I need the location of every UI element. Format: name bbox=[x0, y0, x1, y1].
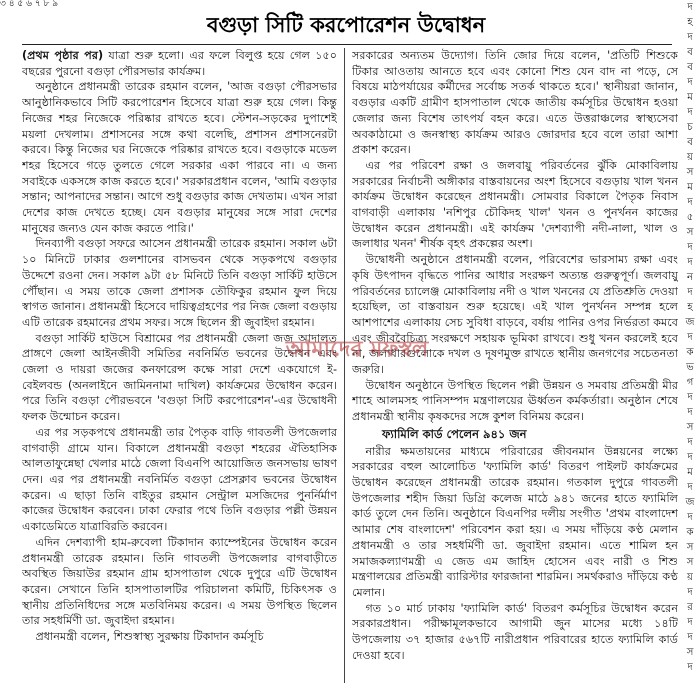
edge-letter: ক bbox=[686, 527, 694, 538]
edge-letter: ন bbox=[687, 272, 693, 283]
paragraph-7: প্রধানমন্ত্রী বলেন, শিশুস্বাস্থ্য সুরক্ষায় টিকাদান কর্মসূচি bbox=[35, 630, 264, 644]
paragraph-6: এদিন দেশব্যাপী হাম-রুবেলা টিকাদান ক্যাম্পেইনের উদ্বোধন করেন প্রধানমন্ত্রী তারেক রহমান। তিনি গাবতলী উপজেলার বাগবাড়ীতে অবস্থিত জিয়াউর রহমান গ্রাম হাসপাতাল থেকে দুপুরে এটি উদ্বোধন করেন। সেখানে তিনি হাসপাতালটির পরিচালনা কমিটি, চিকিৎসক ও স্থানীয় প্রতিনিধিদের সঙ্গে মতবিনিময় করেন। এ সময় উপস্থিত ছিলেন তার সহধর্মিণী ডা. জুবাইদা রহমান। bbox=[22, 535, 337, 628]
paragraph-1 bbox=[22, 48, 337, 79]
edge-letter: ম bbox=[687, 467, 693, 478]
edge-letter: দ bbox=[687, 242, 693, 253]
edge-letter: দ bbox=[687, 197, 693, 208]
edge-letter: ভ bbox=[686, 362, 694, 373]
edge-letter: দ bbox=[687, 482, 693, 493]
paragraph-4: বগুড়া সার্কিট হাউসে বিশ্রামের পর প্রধানমন্ত্রী জেলা জজ আদালত প্রাঙ্গণে জেলা আইনজীবী সমিতির নবনির্মিত ভবনের উদ্বোধন এবং জেলা ও দায়রা জজের কনফারেন্স কক্ষে সারা দেশে একযোগে ই-বেইলবন্ড (অনলাইনে জামিননামা দাখিল) কার্যক্রমের উদ্বোধন করেন। পরে তিনি বগুড়া পৌরভবনে 'বগুড়া সিটি করপোরেশন'-এর উদ্বোধনী ফলক উন্মোচন করেন। bbox=[22, 331, 337, 424]
edge-letter: হ bbox=[687, 302, 693, 313]
paragraph-9: এর পর পরিবেশ রক্ষা ও জলবায়ু পরিবর্তনের ঝুঁকি মোকাবিলায় সরকারের নির্বাচনী অঙ্গীকার বাস্তবায়নের অংশ হিসেবে বগুড়ায় খাল খনন কার্যক্রম উদ্বোধন করেছেন প্রধানমন্ত্রী। সোমবার বিকালে পৈতৃক নিবাস বাগবাড়ী এলাকায় 'নশিপুর চৌকিদহ খাল' খনন ও পুনর্খনন কাজের উদ্বোধন করেন প্রধানমন্ত্রী। এই কার্যক্রম 'দেশব্যাপী নদী-নালা, খাল ও জলাধার খনন' শীর্ষক বৃহৎ প্রকল্পের অংশ। bbox=[352, 158, 678, 251]
edge-letter: দ bbox=[687, 512, 693, 523]
edge-letter: ব bbox=[687, 137, 693, 148]
watermark-logo: আমাদের মফস্বল bbox=[285, 337, 429, 362]
paragraph-10: উদ্বোধনী অনুষ্ঠানে প্রধানমন্ত্রী বলেন, পরিবেশের ভারসাম্য রক্ষা এবং কৃষি উৎপাদন বৃদ্ধিতে পানির আধার সংরক্ষণ অত্যন্ত গুরুত্বপূর্ণ। জলবায়ু পরিবর্তনের চ্যালেঞ্জ মোকাবিলায় নদী ও খাল খননের যে প্রতিশ্রুতি দেওয়া হয়েছিল, তা বাস্তবায়ন শুরু হয়েছে। এই খাল পুনর্খনন সম্পন্ন হলে আশপাশের এলাকায় সেচ সুবিধা বাড়বে, বর্ষায় পানির ওপর নির্ভরতা কমবে এবং জীববৈচিত্র্য সংরক্ষণে সহায়ক ভূমিকা রাখবে। শুধু খনন করলেই হবে না, জলাধারগুলোকে দখল ও দূষণমুক্ত রাখতে স্থানীয় জনগণের সচেতনতা জরুরি। bbox=[352, 253, 678, 377]
edge-letter: জ bbox=[685, 497, 695, 508]
edge-letter: দ bbox=[687, 632, 693, 643]
article-column-right bbox=[352, 48, 678, 688]
edge-letter: চ bbox=[687, 122, 693, 133]
edge-letter: দ bbox=[687, 2, 693, 13]
edge-letter: দ bbox=[687, 257, 693, 268]
edge-letter: য় bbox=[687, 152, 693, 163]
edge-letter: দ bbox=[687, 662, 693, 673]
paragraph-12: নারীর ক্ষমতায়নের মাধ্যমে পরিবারের জীবনমান উন্নয়নের লক্ষ্যে সরকারের বহুল আলোচিত 'ফ্যামিলি কার্ড' বিতরণ পাইলট কার্যক্রমের উদ্বোধন করেছেন প্রধানমন্ত্রী তারেক রহমান। গতকাল দুপুরে গাবতলী উপজেলার শহীদ জিয়া ডিগ্রি কলেজ মাঠে ৯৪১ জনের হাতে ফ্যামিলি কার্ড তুলে দেন তিনি। অনুষ্ঠানে বিএনপির দলীয় সংগীত 'প্রথম বাংলাদেশ আমার শেষ বাংলাদেশ' পরিবেশন করা হয়। এ সময় দাঁড়িয়ে কণ্ঠ মেলান প্রধানমন্ত্রী ও তার সহধর্মিণী ডা. জুবাইদা রহমান। এতে শামিল হন সমাজকল্যাণমন্ত্রী এ জেড এম জাহিদ হোসেন এবং নারী ও শিশু মন্ত্রণালয়ের প্রতিমন্ত্রী ব্যারিস্টার ফারজানা শারমিন। সমর্থকরাও দাঁড়িয়ে কণ্ঠ মেলান। bbox=[352, 444, 678, 599]
paragraph-13: গত ১০ মার্চ ঢাকায় 'ফ্যামিলি কার্ড' বিতরণ কর্মসূচির উদ্বোধন করেন সরকারপ্রধান। পরীক্ষামূলকভাবে আগামী জুন মাসের মধ্যে ১৪টি উপজেলায় ৩৭ হাজার ৫৬৭টি নারীপ্রধান পরিবারের হাতে ফ্যামিলি কার্ড দেওয়া হবে। bbox=[352, 601, 678, 662]
section-subheading: ফ্যামিলি কার্ড পেলেন ৯৪১ জন bbox=[382, 426, 527, 441]
paragraph-2: অনুষ্ঠানে প্রধানমন্ত্রী তারেক রহমান বলেন, 'আজ বগুড়া পৌরসভার আনুষ্ঠানিকভাবে সিটি করপোরেশন হিসেবে যাত্রা শুরু হয়ে গেল। কিন্তু নিজের শহর নিজেকে পরিষ্কার রাখতে হবে। স্টেশন-সড়কের দুপাশেই ময়লা দেখলাম। প্রশাসনের সঙ্গে কথা বলেছি, প্রশাসন প্রশাসনেরটা করবে। কিন্তু নিজের ঘর নিজেকে পরিষ্কার রাখতে হবে। বগুড়াকে মডেল শহর হিসেবে গড়ে তুলতে গেলে সরকার একা পারবে না। এ জন্য সবাইকে একসঙ্গে কাজ করতে হবে।' সরকারপ্রধান বলেন, 'আমি বগুড়ার সন্তান; আপনাদের সন্তান। আগে শুধু বগুড়ার কাজ দেখতাম। এখন সারা দেশের কাজ দেখতে হচ্ছে। যেন বগুড়ার মানুষের সঙ্গে সারা দেশের মানুষের জন্যও যেন কাজ করতে পারি।' bbox=[22, 80, 337, 235]
paragraph-text: যাত্রা শুরু হলো। এর ফলে বিলুপ্ত হয়ে গেল ১৫০ বছরের পুরনো বগুড়া পৌরসভার কার্যক্রম। bbox=[22, 49, 337, 78]
edge-letter: স bbox=[686, 422, 694, 433]
edge-letter: ম bbox=[687, 92, 693, 103]
edge-letter: দ bbox=[687, 452, 693, 463]
edge-letter: দ bbox=[687, 437, 693, 448]
edge-letter: ম bbox=[687, 182, 693, 193]
continuation-label: (প্রথম পৃষ্ঠার পর) bbox=[22, 49, 104, 62]
edge-letter: স bbox=[686, 167, 694, 178]
edge-letter: স bbox=[686, 227, 694, 238]
adjacent-column-edge bbox=[684, 0, 696, 691]
edge-letter: গ bbox=[686, 377, 694, 388]
page-title: বগুড়া সিটি করপোরেশন উদ্বোধন bbox=[206, 13, 486, 37]
edge-letter: দ bbox=[687, 332, 693, 343]
edge-letter: স bbox=[686, 647, 694, 658]
edge-letter: ৫ bbox=[686, 212, 694, 223]
edge-letter: হ bbox=[687, 17, 693, 28]
paragraph-3: দিনব্যাপী বগুড়া সফরে আসেন প্রধানমন্ত্রী তারেক রহমান। সকাল ৬টা ১০ মিনিটে ঢাকার গুলশানের বাসভবন থেকে সড়কপথে বগুড়ার উদ্দেশে রওনা দেন। সকাল ৯টা ৫৮ মিনিটে তিনি বগুড়া সার্কিট হাউসে পৌঁছান। এ সময় তাকে জেলা প্রশাসক তৌফিকুর রহমান ফুল দিয়ে স্বাগত জানান। প্রধানমন্ত্রী হিসেবে দায়িত্বগ্রহণের পর নিজ জেলা বগুড়ায় এটি তারেক রহমানের প্রথম সফর। সঙ্গে ছিলেন স্ত্রী জুবাইদা রহমান। bbox=[22, 237, 337, 329]
top-cutoff-strip: ৩ ৪ ৫ ৬ ৭ ৮ ৯ bbox=[0, 0, 59, 6]
edge-letter: দ bbox=[687, 287, 693, 298]
edge-letter: র bbox=[687, 602, 693, 613]
edge-letter: দ bbox=[687, 107, 693, 118]
edge-letter: দ bbox=[687, 407, 693, 418]
edge-letter: দ bbox=[687, 392, 693, 403]
paragraph-11: উদ্বোধন অনুষ্ঠানে উপস্থিত ছিলেন পল্লী উন্নয়ন ও সমবায় প্রতিমন্ত্রী মীর শাহে আলমসহ পানিসম্পদ মন্ত্রণালয়ের ঊর্ধ্বতন কর্মকর্তারা। অনুষ্ঠান শেষে প্রধানমন্ত্রী স্থানীয় কৃষকদের সঙ্গে কুশল বিনিময় করেন। bbox=[352, 378, 678, 424]
paragraph-8: সরকারের অন্যতম উদ্যোগ। তিনি জোর দিয়ে বলেন, 'প্রতিটি শিশুকে টিকার আওতায় আনতে হবে এবং কোনো শিশু যেন বাদ না পড়ে, সে বিষয়ে মাঠপর্যায়ের কর্মীদের সর্বোচ্চ সতর্ক থাকতে হবে।' স্থানীয়রা জানান, বগুড়ার একটি গ্রামীণ হাসপাতাল থেকে জাতীয় কর্মসূচির উদ্বোধন হওয়া জেলার জন্য বিশেষ তাৎপর্য বহন করে। এতে উত্তরাঞ্চলের স্বাস্থ্যসেবা অবকাঠামো ও জনস্বাস্থ্য কার্যক্রম আরও জোরদার হবে বলে তারা আশা প্রকাশ করেন। bbox=[352, 49, 678, 157]
edge-letter: দ bbox=[687, 587, 693, 598]
paragraph-5: এর পর সড়কপথে প্রধানমন্ত্রী তার পৈতৃক বাড়ি গাবতলী উপজেলার বাগবাড়ী গ্রামে যান। বিকালে প্রধানমন্ত্রী বগুড়া শহরের ঐতিহাসিক আলতাফুন্নেছা খেলার মাঠে জেলা বিএনপি আয়োজিত জনসভায় ভাষণ দেন। এর পর প্রধানমন্ত্রী নবনির্মিত বগুড়া প্রেসক্লাব ভবনের উদ্বোধন করেন। এ ছাড়া তিনি বাইতুর রহমান সেন্ট্রাল মসজিদের পুনর্নির্মাণ কাজের উদ্বোধন করবেন। ঢাকা ফেরার পথে তিনি বগুড়ার পল্লী উন্নয়ন একাডেমিতে যাত্রাবিরতি করবেন। bbox=[22, 425, 337, 534]
edge-letter: দ bbox=[687, 77, 693, 88]
edge-letter: স bbox=[686, 557, 694, 568]
edge-letter: ব bbox=[687, 62, 693, 73]
article-column-left bbox=[22, 48, 337, 688]
edge-letter: দ bbox=[687, 32, 693, 43]
edge-letter: ক bbox=[686, 347, 694, 358]
edge-letter: দ bbox=[687, 617, 693, 628]
edge-letter: য় bbox=[687, 572, 693, 583]
headline-divider bbox=[22, 44, 672, 45]
edge-letter: স bbox=[686, 542, 694, 553]
edge-letter: ব bbox=[687, 47, 693, 58]
edge-letter: জ bbox=[685, 317, 695, 328]
